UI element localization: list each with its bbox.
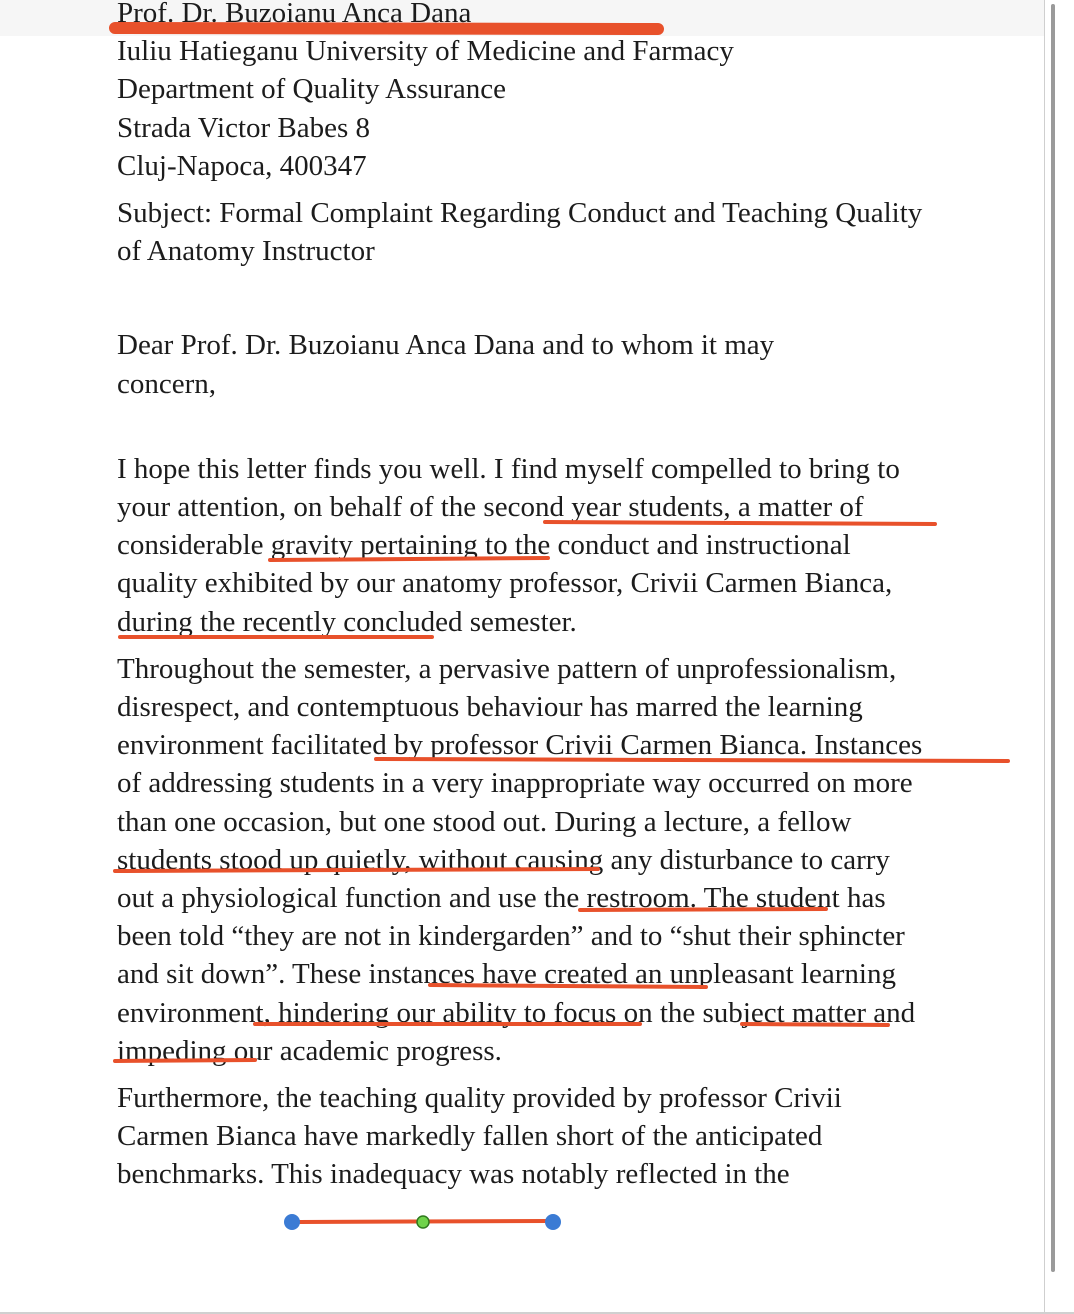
recipient-institution: Iuliu Hatieganu University of Medicine and Farmacy	[117, 35, 734, 68]
paragraph-3: Furthermore, the teaching quality provided by professor Crivii Carmen Bianca have markedly fallen short of the anticipated benchmarks. This inadequacy was notably reflected in the	[117, 1082, 842, 1191]
underline-teaching-quality	[300, 1221, 548, 1222]
recipient-city: Cluj-Napoca, 400347	[117, 149, 367, 182]
subject-line: Subject: Formal Complaint Regarding Conduct and Teaching Quality of Anatomy Instructor	[117, 197, 923, 268]
paragraph-2: Throughout the semester, a pervasive pattern of unprofessionalism, disrespect, and contemptuous behaviour has marred the learning environment facilitated by professor Crivii Carmen Bianca. Instances of addressing students in a very inappropriate way occurred on more than one occasion, but one stood out. During a lecture, a fellow students stood up quietly, without causing any disturbance to carry out a physiological function and use the restroom. The student has been told “they are not in kindergarden” and to “shut their sphincter and sit down”. These instances have created an unpleasant learning environment, hindering our ability to focus on the subject matter and impeding our academic progress.	[117, 652, 923, 1067]
recipient-address	[117, 0, 1017, 185]
scrollbar[interactable]	[1044, 0, 1074, 1314]
scrollbar-thumb[interactable]	[1051, 4, 1055, 1272]
recipient-street: Strada Victor Babes 8	[117, 111, 371, 144]
recipient-name: Prof. Dr. Buzoianu Anca Dana	[117, 0, 472, 29]
selection-handle-left	[284, 1214, 300, 1230]
salutation: Dear Prof. Dr. Buzoianu Anca Dana and to whom it may concern,	[117, 329, 775, 400]
selection-handle-middle	[417, 1216, 429, 1228]
letter-page	[117, 0, 1017, 1194]
paragraph-1: I hope this letter finds you well. I find myself compelled to bring to your attention, on behalf of the second year students, a matter of considerable gravity pertaining to the conduct and instructional quality exhibited by our anatomy professor, Crivii Carmen Bianca, during the recently concluded semester.	[117, 452, 900, 638]
recipient-department: Department of Quality Assurance	[117, 73, 506, 106]
selection-handle-right	[545, 1214, 561, 1230]
